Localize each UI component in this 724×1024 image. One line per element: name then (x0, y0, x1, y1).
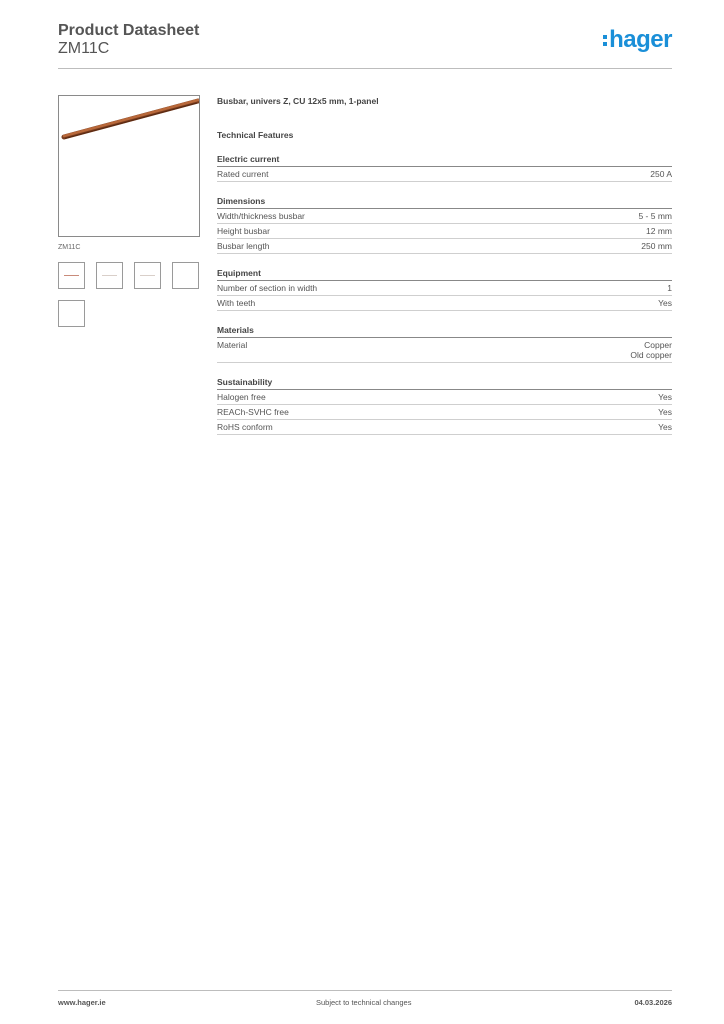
section-title: Materials (217, 325, 672, 338)
section-title: Equipment (217, 268, 672, 281)
spec-value: 250 A (650, 169, 672, 179)
spec-value: Yes (658, 392, 672, 402)
thumbnail-3[interactable] (134, 262, 161, 289)
spec-value: 250 mm (641, 241, 672, 251)
logo-text: hager (609, 26, 672, 53)
section-title: Sustainability (217, 377, 672, 390)
header-divider (58, 68, 672, 69)
spec-label: RoHS conform (217, 422, 273, 432)
spec-value: Yes (658, 407, 672, 417)
spec-row (217, 167, 672, 182)
spec-row (217, 296, 672, 311)
spec-label: Material (217, 340, 248, 350)
spec-value: Yes (658, 298, 672, 308)
spec-label: REACh-SVHC free (217, 407, 289, 417)
spec-content (217, 96, 672, 435)
technical-features-title: Technical Features (217, 130, 294, 140)
section-equipment (217, 268, 672, 311)
image-caption: ZM11C (58, 244, 81, 251)
footer-divider (58, 990, 672, 991)
spec-label: Busbar length (217, 241, 270, 251)
product-image[interactable] (58, 95, 200, 237)
spec-value: 12 mm (646, 226, 672, 236)
spec-row (217, 209, 672, 224)
section-electric-current (217, 154, 672, 182)
spec-row (217, 239, 672, 254)
thumbnail-4[interactable] (172, 262, 199, 289)
spec-row (217, 338, 672, 363)
hager-logo[interactable] (603, 28, 672, 52)
document-title: Product Datasheet (58, 22, 200, 39)
spec-value: Copper (644, 340, 672, 350)
spec-value: 1 (667, 283, 672, 293)
product-code: ZM11C (58, 40, 110, 57)
section-materials (217, 325, 672, 363)
spec-label: Height busbar (217, 226, 270, 236)
spec-label: Rated current (217, 169, 269, 179)
busbar-image (59, 96, 199, 236)
spec-label: Width/thickness busbar (217, 211, 305, 221)
section-title: Dimensions (217, 196, 672, 209)
section-sustainability (217, 377, 672, 435)
spec-value: 5 - 5 mm (638, 211, 672, 221)
logo-dots-icon (603, 35, 607, 46)
thumbnail-2[interactable] (96, 262, 123, 289)
spec-row (217, 281, 672, 296)
spec-row (217, 224, 672, 239)
footer-notice: Subject to technical changes (316, 998, 412, 1007)
spec-row (217, 420, 672, 435)
spec-value-group (630, 340, 672, 360)
spec-value: Yes (658, 422, 672, 432)
spec-label: Number of section in width (217, 283, 318, 293)
footer-website-link[interactable]: www.hager.ie (58, 998, 106, 1007)
thumbnail-5[interactable] (58, 300, 85, 327)
section-title: Electric current (217, 154, 672, 167)
thumbnail-1[interactable] (58, 262, 85, 289)
product-description: Busbar, univers Z, CU 12x5 mm, 1-panel (217, 96, 379, 106)
section-dimensions (217, 196, 672, 254)
page-header (58, 22, 672, 58)
spec-value-secondary: Old copper (630, 350, 672, 360)
spec-label: Halogen free (217, 392, 266, 402)
footer-date: 04.03.2026 (634, 998, 672, 1007)
spec-label: With teeth (217, 298, 256, 308)
spec-row (217, 390, 672, 405)
spec-row (217, 405, 672, 420)
